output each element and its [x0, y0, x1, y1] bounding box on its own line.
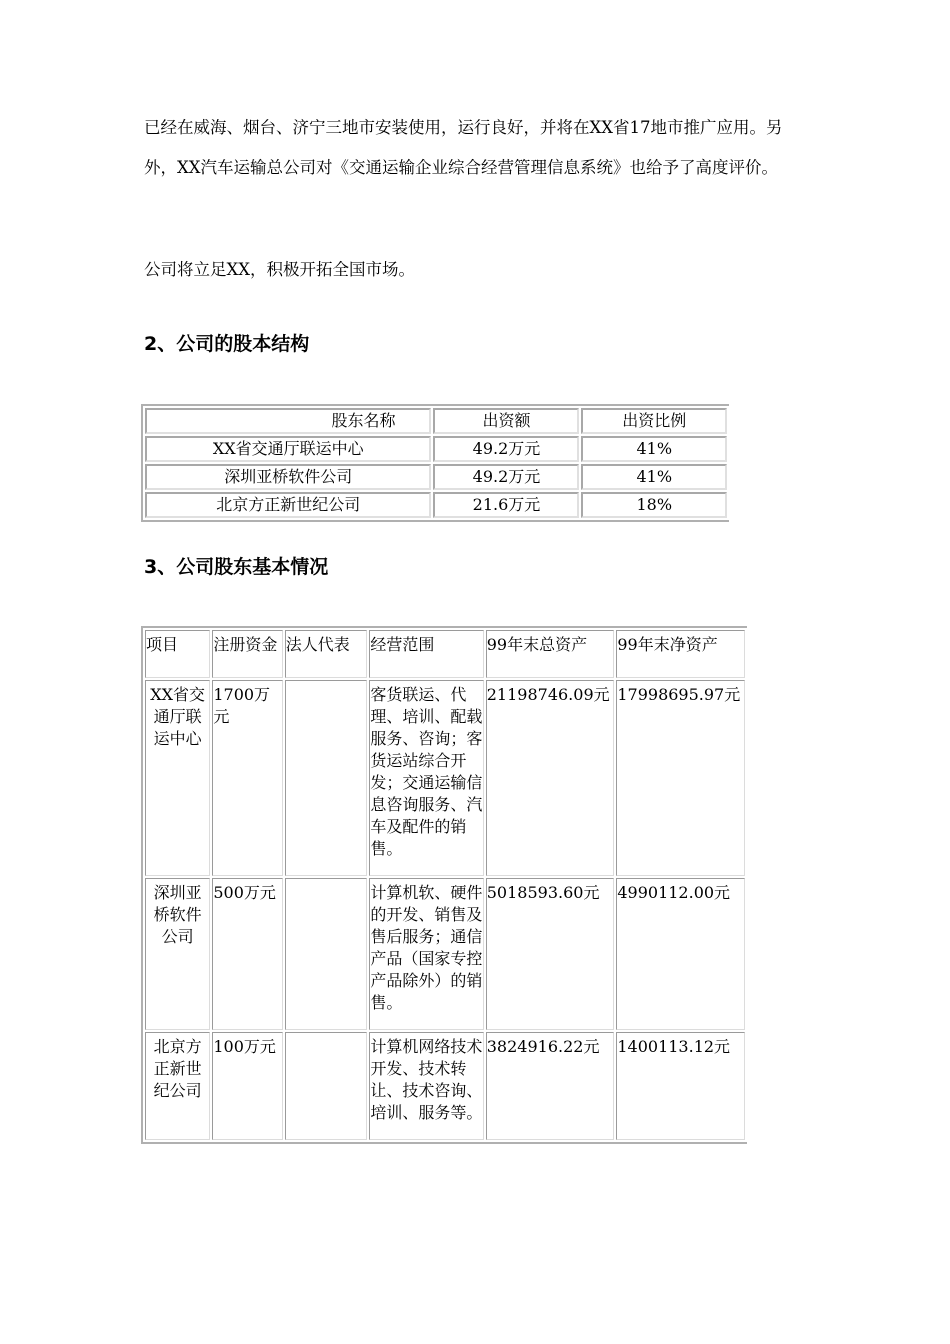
table-row [145, 492, 727, 518]
table-cell: 21198746.09元 [486, 680, 615, 876]
table-cell: 17998695.97元 [616, 680, 745, 876]
table-header-row [145, 408, 727, 434]
section-2-heading: 2、公司的股本结构 [144, 333, 310, 355]
table-cell: 49.2万元 [433, 436, 579, 462]
table-cell: 计算机网络技术开发、技术转让、技术咨询、培训、服务等。 [369, 1032, 483, 1140]
header-investment-amount: 出资额 [433, 408, 579, 434]
table-cell: 5018593.60元 [486, 878, 615, 1030]
table-cell: 1700万元 [212, 680, 282, 876]
table-cell: 1400113.12元 [616, 1032, 745, 1140]
table-header-row [145, 630, 745, 678]
intro-paragraph-2: 公司将立足XX，积极开拓全国市场。 [144, 260, 415, 279]
table-row [145, 1032, 745, 1140]
table-cell: 100万元 [212, 1032, 282, 1140]
table-row [145, 680, 745, 876]
header-registered-capital: 注册资金 [212, 630, 282, 678]
header-legal-representative: 法人代表 [285, 630, 368, 678]
table-cell: 41% [581, 436, 727, 462]
table-cell: 18% [581, 492, 727, 518]
header-item: 项目 [145, 630, 210, 678]
table-cell: 21.6万元 [433, 492, 579, 518]
intro-paragraph-1: 已经在威海、烟台、济宁三地市安装使用，运行良好，并将在XX省17地市推广应用。另外，XX汽车运输总公司对《交通运输企业综合经营管理信息系统》也给予了高度评价。 [144, 118, 783, 177]
table-cell: 深圳亚桥软件公司 [145, 878, 210, 1030]
table-cell: 49.2万元 [433, 464, 579, 490]
table-row [145, 436, 727, 462]
header-shareholder-name: 股东名称 [145, 408, 431, 434]
table-row [145, 878, 745, 1030]
table-cell: 500万元 [212, 878, 282, 1030]
table-cell: 3824916.22元 [486, 1032, 615, 1140]
table-cell [285, 680, 368, 876]
table-cell: 计算机软、硬件的开发、销售及售后服务；通信产品（国家专控产品除外）的销售。 [369, 878, 483, 1030]
table-cell: 深圳亚桥软件公司 [145, 464, 431, 490]
section-3-heading: 3、公司股东基本情况 [144, 556, 329, 578]
table-cell: 41% [581, 464, 727, 490]
table-cell [285, 1032, 368, 1140]
table-cell: 客货联运、代理、培训、配载服务、咨询；客货运站综合开发；交通运输信息咨询服务、汽车及配件的销售。 [369, 680, 483, 876]
header-net-assets: 99年末净资产 [616, 630, 745, 678]
header-total-assets: 99年末总资产 [486, 630, 615, 678]
table-row [145, 464, 727, 490]
table-cell: XX省交通厅联运中心 [145, 680, 210, 876]
shareholder-info-table [141, 626, 747, 1144]
header-business-scope: 经营范围 [369, 630, 483, 678]
table-cell: 北京方正新世纪公司 [145, 1032, 210, 1140]
header-investment-ratio: 出资比例 [581, 408, 727, 434]
table-cell: 4990112.00元 [616, 878, 745, 1030]
equity-structure-table [141, 404, 729, 522]
table-cell: XX省交通厅联运中心 [145, 436, 431, 462]
table-cell: 北京方正新世纪公司 [145, 492, 431, 518]
table-cell [285, 878, 368, 1030]
